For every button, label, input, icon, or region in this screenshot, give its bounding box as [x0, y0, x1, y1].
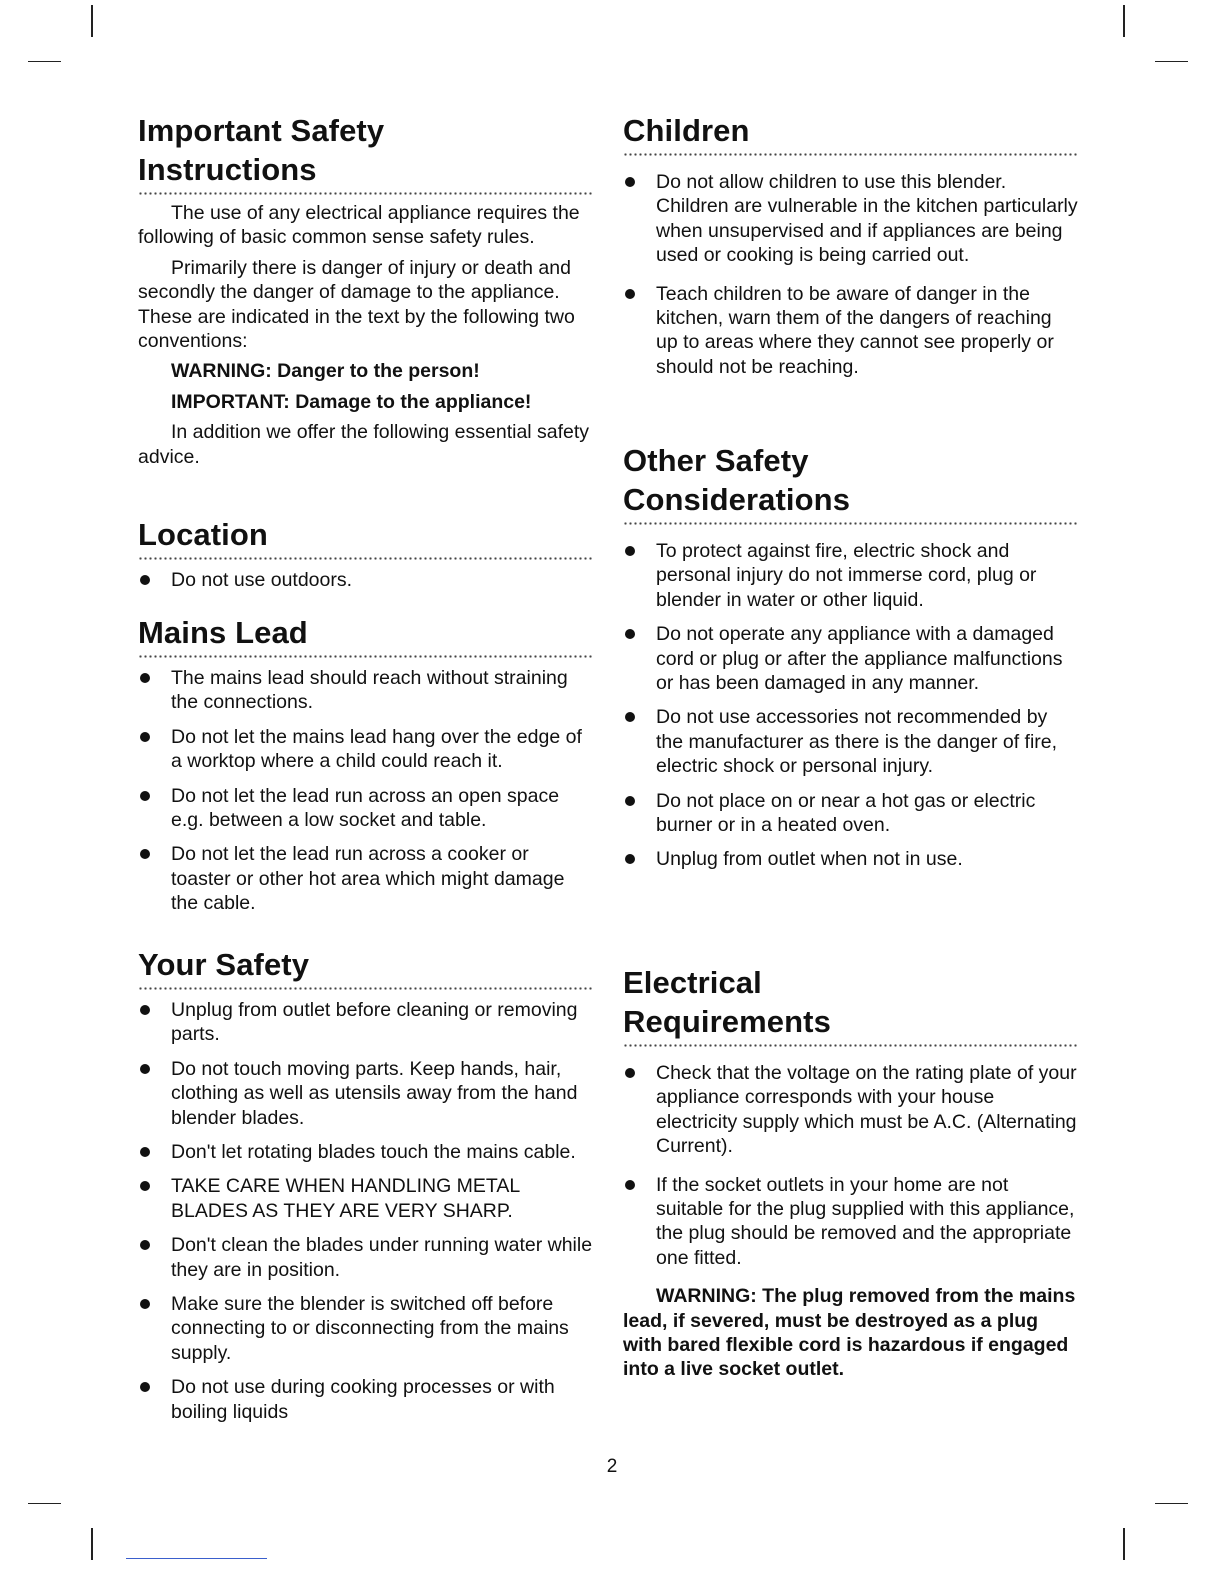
- list-item: Do not allow children to use this blender. Children are vulnerable in the kitchen particularly when unsupervised and if appliances are being used or cooking is being carried out.: [623, 170, 1078, 268]
- list-item: Unplug from outlet when not in use.: [623, 847, 1078, 871]
- paragraph: In addition we offer the following essential safety advice.: [138, 421, 590, 468]
- list-item: Unplug from outlet before cleaning or removing parts.: [138, 998, 593, 1047]
- bullet-list: [623, 1061, 1078, 1270]
- list-item: Do not let the mains lead hang over the edge of a worktop where a child could reach it.: [138, 725, 593, 774]
- paragraph: The use of any electrical appliance requires the following of basic common sense safety rules.: [138, 202, 580, 249]
- list-item: Do not operate any appliance with a damaged cord or plug or after the appliance malfunctions or has been damaged in any manner.: [623, 622, 1078, 695]
- bullet-list: [138, 666, 593, 916]
- list-item: Do not use accessories not recommended by the manufacturer as there is the danger of fire, electric shock or personal injury.: [623, 705, 1078, 778]
- crop-mark: [1123, 1528, 1125, 1560]
- important-safety-section: [138, 111, 593, 469]
- list-item: TAKE CARE WHEN HANDLING METAL BLADES AS THEY ARE VERY SHARP.: [138, 1174, 593, 1223]
- bullet-list: [623, 539, 1078, 872]
- children-section: [623, 111, 1078, 389]
- electrical-requirements-section: [623, 963, 1078, 1382]
- crop-mark: [91, 5, 93, 37]
- mains-lead-section: [138, 613, 593, 926]
- list-item: If the socket outlets in your home are not suitable for the plug supplied with this appliance, the plug should be removed and the appropriate one fitted.: [623, 1173, 1078, 1271]
- list-item: Don't clean the blades under running water while they are in position.: [138, 1233, 593, 1282]
- list-item: Make sure the blender is switched off before connecting to or disconnecting from the mains supply.: [138, 1292, 593, 1365]
- section-heading: Mains Lead: [138, 613, 593, 658]
- your-safety-section: [138, 945, 593, 1434]
- bullet-list: [623, 170, 1078, 379]
- section-heading: Electrical Requirements: [623, 963, 1078, 1047]
- section-heading: Important Safety Instructions: [138, 111, 593, 195]
- crop-mark: [28, 61, 61, 62]
- section-heading: Your Safety: [138, 945, 593, 990]
- list-item: Check that the voltage on the rating plate of your appliance corresponds with your house electricity supply which must be A.C. (Alternating Current).: [623, 1061, 1078, 1159]
- other-safety-section: [623, 441, 1078, 882]
- list-item: The mains lead should reach without straining the connections.: [138, 666, 593, 715]
- crop-mark: [1155, 1503, 1188, 1504]
- section-heading: Other Safety Considerations: [623, 441, 1078, 525]
- list-item: Do not let the lead run across a cooker or toaster or other hot area which might damage the cable.: [138, 842, 593, 915]
- crop-mark: [28, 1503, 61, 1504]
- bullet-list: [138, 998, 593, 1424]
- important-convention: IMPORTANT: Damage to the appliance!: [171, 390, 532, 413]
- list-item: Do not use during cooking processes or with boiling liquids: [138, 1375, 593, 1424]
- crop-mark: [91, 1528, 93, 1560]
- list-item: Do not use outdoors.: [138, 568, 593, 592]
- footer-rule: [126, 1558, 267, 1559]
- paragraph: Primarily there is danger of injury or death and secondly the danger of damage to the appliance. These are indicated in the text by the following two conventions:: [138, 256, 575, 353]
- page-number: 2: [606, 1456, 618, 1477]
- crop-mark: [1123, 5, 1125, 37]
- section-heading: Location: [138, 515, 593, 560]
- list-item: Don't let rotating blades touch the mains cable.: [138, 1140, 593, 1164]
- location-section: [138, 515, 593, 602]
- section-heading: Children: [623, 111, 1078, 156]
- list-item: Do not touch moving parts. Keep hands, hair, clothing as well as utensils away from the hand blender blades.: [138, 1057, 593, 1130]
- crop-mark: [1155, 61, 1188, 62]
- plug-warning: WARNING: The plug removed from the mains lead, if severed, must be destroyed as a plug with bared flexible cord is hazardous if engaged into a live socket outlet.: [623, 1285, 1076, 1381]
- list-item: To protect against fire, electric shock and personal injury do not immerse cord, plug or blender in water or other liquid.: [623, 539, 1078, 612]
- list-item: Teach children to be aware of danger in the kitchen, warn them of the dangers of reaching up to areas where they cannot see properly or should not be reaching.: [623, 282, 1078, 380]
- list-item: Do not place on or near a hot gas or electric burner or in a heated oven.: [623, 789, 1078, 838]
- warning-convention: WARNING: Danger to the person!: [171, 360, 480, 383]
- bullet-list: [138, 568, 593, 592]
- list-item: Do not let the lead run across an open space e.g. between a low socket and table.: [138, 784, 593, 833]
